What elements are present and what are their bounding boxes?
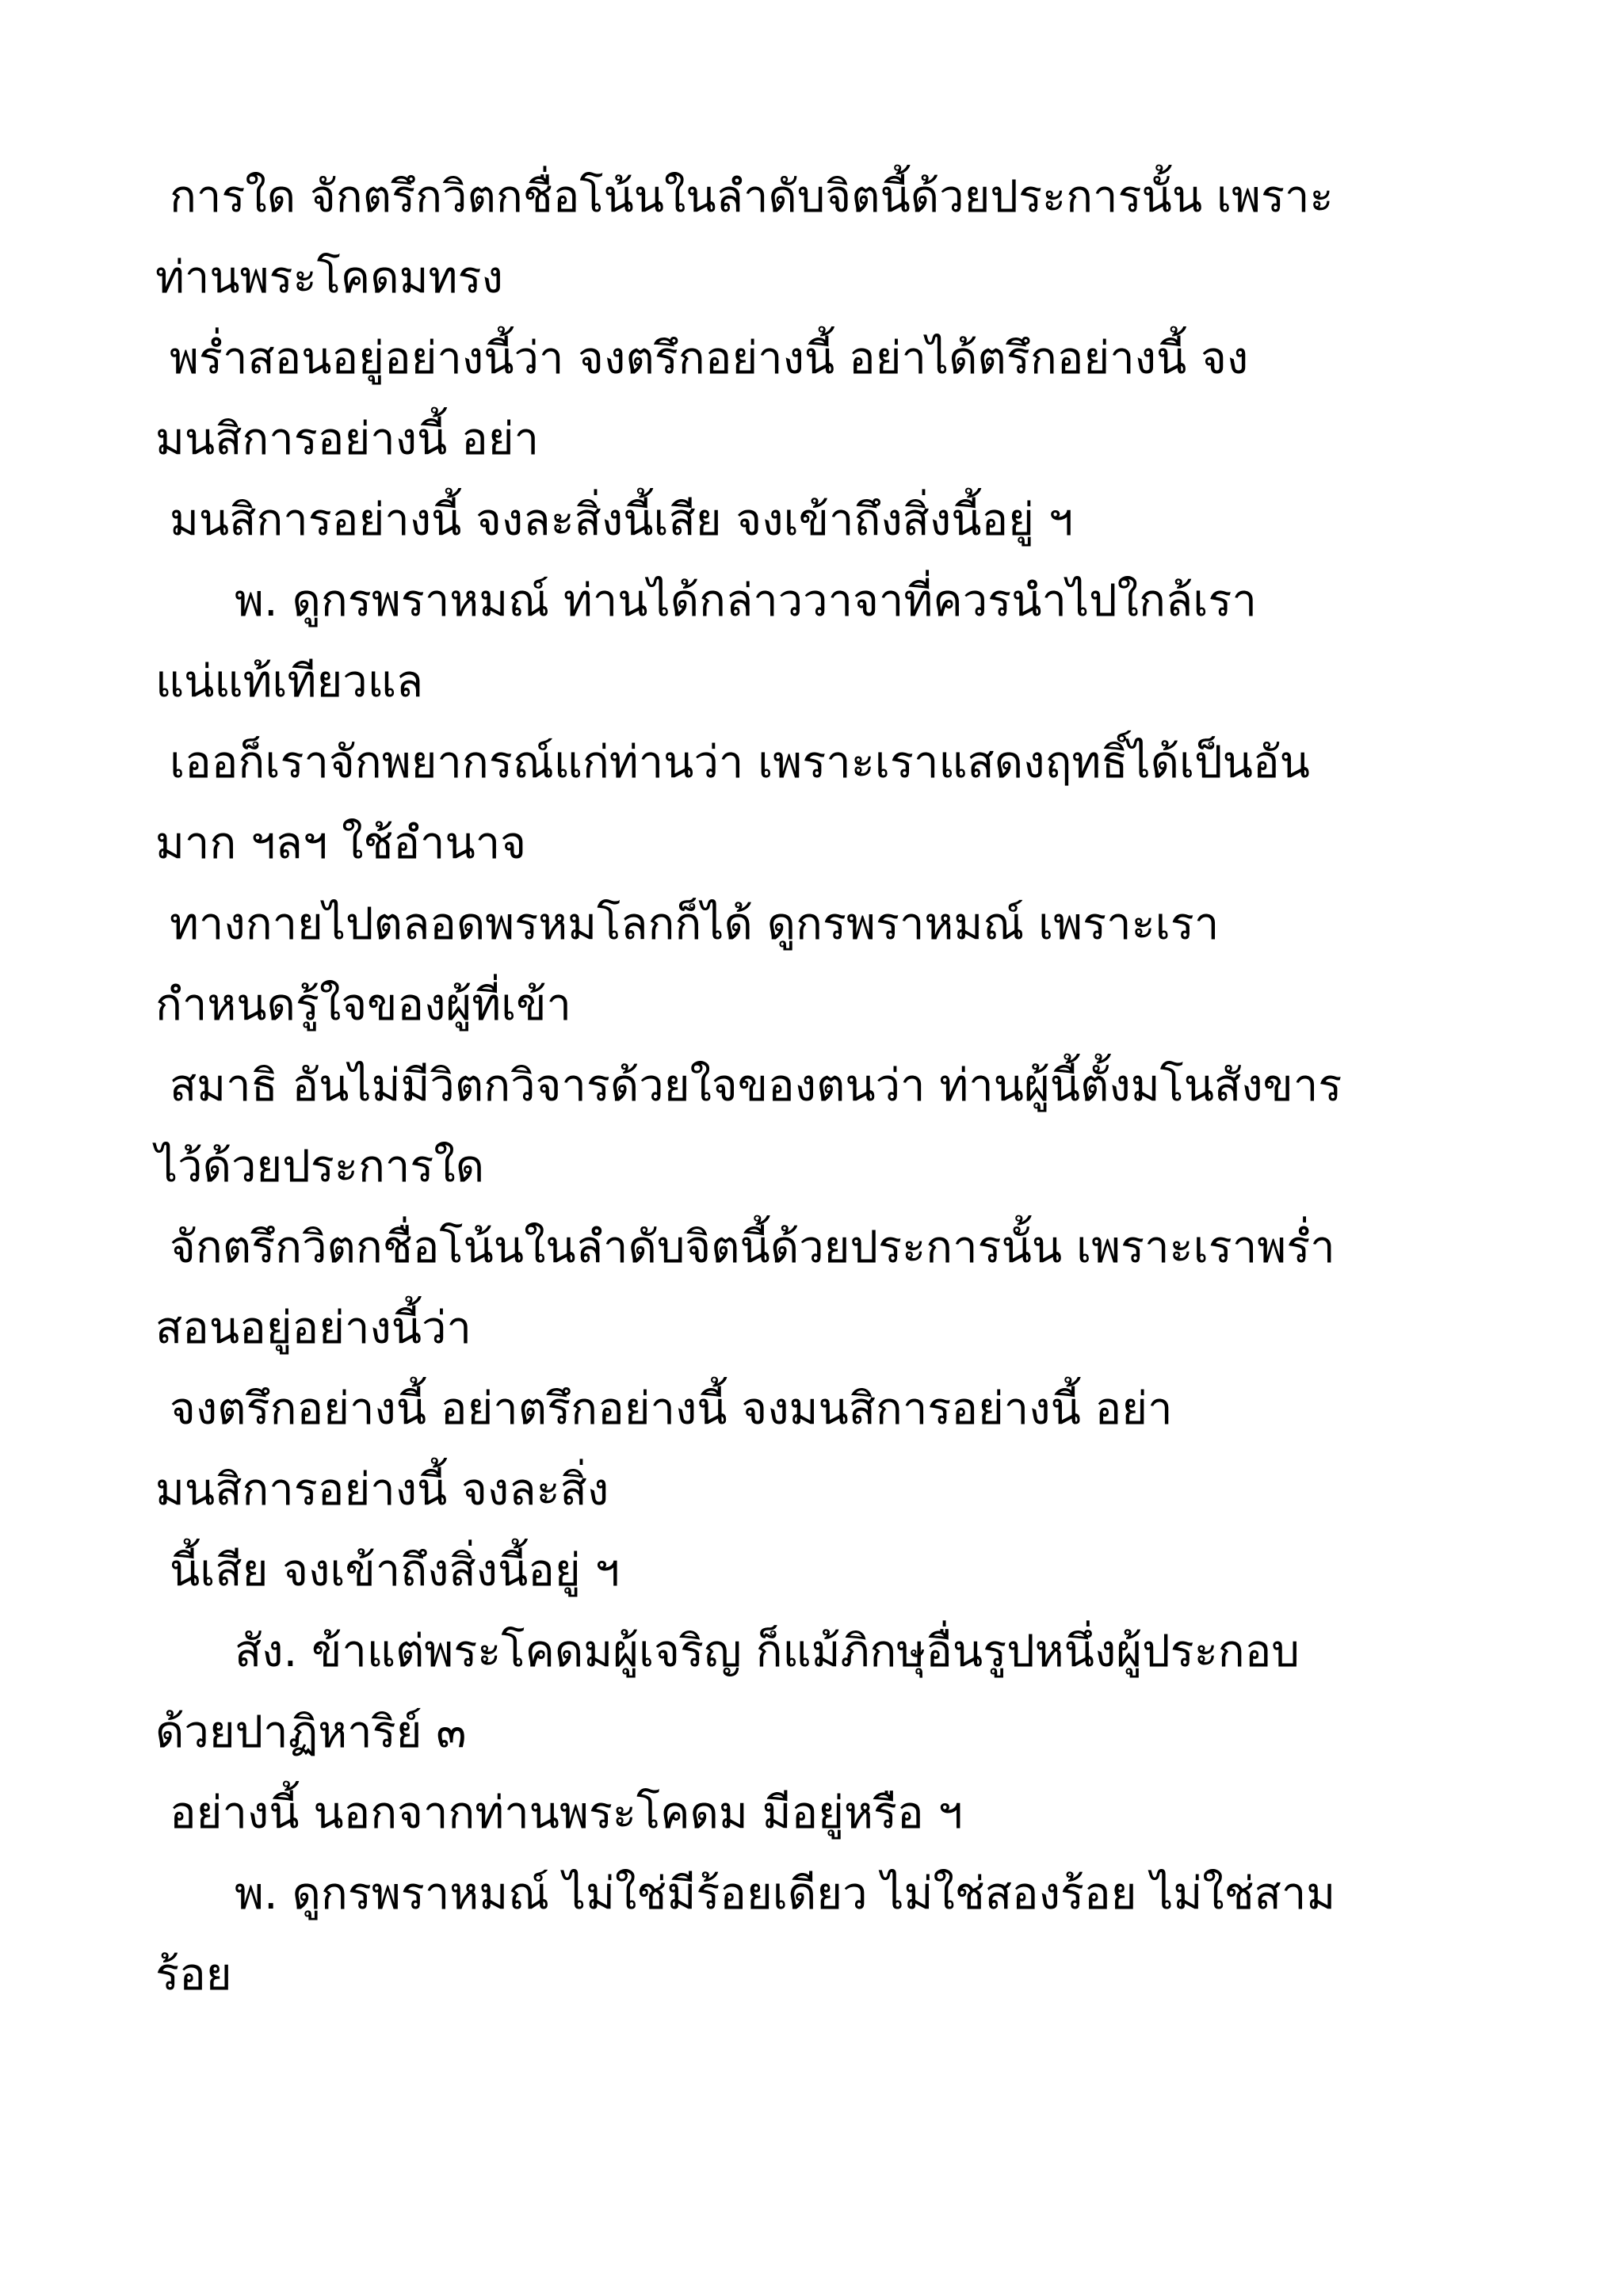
- text-line: ท่านพระโคดมทรง: [155, 252, 503, 303]
- text-line: การใด จักตรึกวิตกชื่อโน้นในลำดับจิตนี้ด้วยประการนั้น เพราะ: [170, 171, 1334, 223]
- text-line: กำหนดรู้ใจของผู้ที่เข้า: [155, 979, 571, 1031]
- text-line: มนสิการอย่างนี้ อย่า: [155, 414, 540, 465]
- text-line: มนสิการอย่างนี้ จงละสิ่งนี้เสีย จงเข้าถึงสิ่งนี้อยู่ ฯ: [170, 494, 1074, 546]
- text-line: นี้เสีย จงเข้าถึงสิ่งนี้อยู่ ฯ: [170, 1545, 620, 1596]
- text-line: พ. ดูกรพราหมณ์ ไม่ใช่มีร้อยเดียว ไม่ใช่สองร้อย ไม่ใช่สาม: [235, 1868, 1336, 1920]
- text-line: ด้วยปาฏิหาริย์ ๓: [155, 1707, 467, 1758]
- text-line: พ. ดูกรพราหมณ์ ท่านได้กล่าววาจาที่ควรนำไปใกล้เรา: [235, 575, 1257, 627]
- text-line: จักตรึกวิตกชื่อโน้นในลำดับจิตนี้ด้วยประการนั้น เพราะเราพร่ำ: [170, 1222, 1335, 1273]
- text-line: ทางกายไปตลอดพรหมโลกก็ได้ ดูกรพราหมณ์ เพราะเรา: [170, 898, 1220, 950]
- text-line: อย่างนี้ นอกจากท่านพระโคดม มีอยู่หรือ ฯ: [170, 1787, 963, 1839]
- text-line: มนสิการอย่างนี้ จงละสิ่ง: [155, 1464, 609, 1516]
- text-line: พร่ำสอนอยู่อย่างนี้ว่า จงตรึกอย่างนี้ อย่าได้ตรึกอย่างนี้ จง: [170, 333, 1249, 384]
- document-body: [155, 157, 1487, 2016]
- text-line: สัง. ข้าแต่พระโคดมผู้เจริญ ก็แม้ภิกษุอื่นรูปหนึ่งผู้ประกอบ: [235, 1626, 1300, 1677]
- text-line: เออก็เราจักพยากรณ์แก่ท่านว่า เพราะเราแสดงฤทธิ์ได้เป็นอัน: [170, 737, 1310, 788]
- text-line: มาก ฯลฯ ใช้อำนาจ: [155, 818, 527, 869]
- text-line: แน่แท้เทียวแล: [155, 656, 424, 707]
- text-line: จงตรึกอย่างนี้ อย่าตรึกอย่างนี้ จงมนสิการอย่างนี้ อย่า: [170, 1383, 1173, 1435]
- text-line: ร้อย: [155, 1949, 232, 2000]
- text-line: ไว้ด้วยประการใด: [155, 1141, 485, 1192]
- text-line: สมาธิ อันไม่มีวิตกวิจารด้วยใจของตนว่า ท่านผู้นี้ตั้งมโนสังขาร: [170, 1060, 1342, 1112]
- text-line: สอนอยู่อย่างนี้ว่า: [155, 1302, 472, 1354]
